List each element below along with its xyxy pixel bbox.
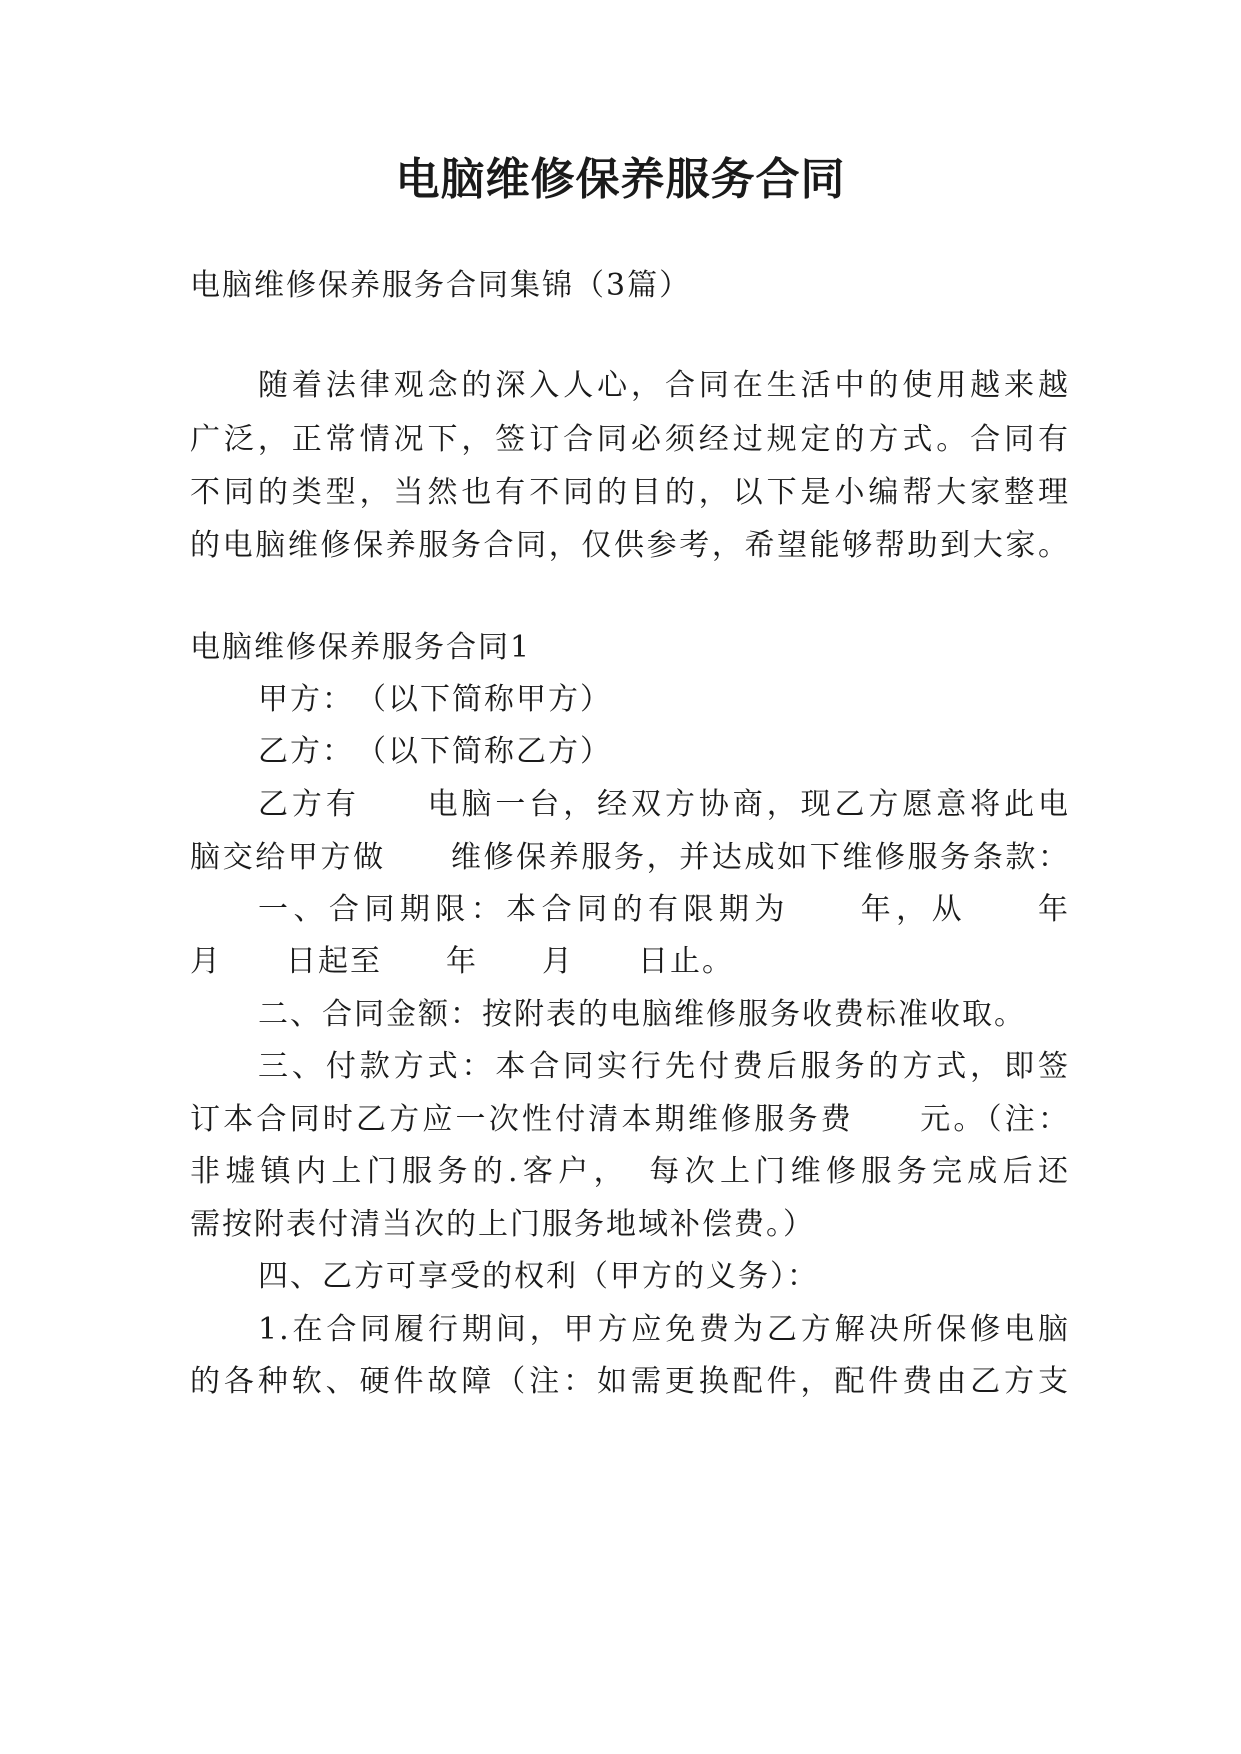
clause-line: 订本合同时乙方应一次性付清本期维修服务费 元。（注： [190, 1102, 1070, 1137]
clause-line: 需按附表付清当次的上门服务地域补偿费。） [190, 1207, 815, 1242]
party-a-line: 甲方： （以下简称甲方） [258, 682, 612, 717]
clause-line: 非墟镇内上门服务的.客户， 每次上门维修服务完成后还 [190, 1154, 1070, 1189]
clause-line: 二、合同金额：按附表的电脑维修服务收费标准收取。 [258, 997, 1026, 1032]
clause-line: 1.在合同履行期间，甲方应免费为乙方解决所保修电脑 [258, 1312, 1070, 1347]
clause-line: 乙方有 电脑一台，经双方协商，现乙方愿意将此电 [258, 787, 1070, 822]
clause-line: 的各种软、硬件故障（注：如需更换配件，配件费由乙方支 [190, 1364, 1070, 1399]
document-title: 电脑维修保养服务合同 [395, 154, 846, 205]
clause-line: 一、合同期限：本合同的有限期为 年，从 年 [258, 892, 1070, 927]
intro-line: 的电脑维修保养服务合同，仅供参考，希望能够帮助到大家。 [190, 528, 1070, 563]
intro-line: 广泛，正常情况下，签订合同必须经过规定的方式。合同有 [190, 422, 1070, 457]
clause-line: 四、乙方可享受的权利（甲方的义务）： [258, 1259, 819, 1294]
intro-line: 随着法律观念的深入人心，合同在生活中的使用越来越 [258, 368, 1070, 403]
intro-line: 不同的类型，当然也有不同的目的，以下是小编帮大家整理 [190, 475, 1070, 510]
clause-line: 脑交给甲方做 维修保养服务，并达成如下维修服务条款： [190, 840, 1070, 875]
contract1-heading: 电脑维修保养服务合同1 [190, 630, 532, 665]
clause-line: 月 日起至 年 月 日止。 [190, 944, 734, 979]
party-b-line: 乙方： （以下简称乙方） [258, 734, 612, 769]
clause-line: 三、付款方式：本合同实行先付费后服务的方式，即签 [258, 1049, 1070, 1084]
document-subtitle: 电脑维修保养服务合同集锦（3篇） [190, 268, 692, 303]
